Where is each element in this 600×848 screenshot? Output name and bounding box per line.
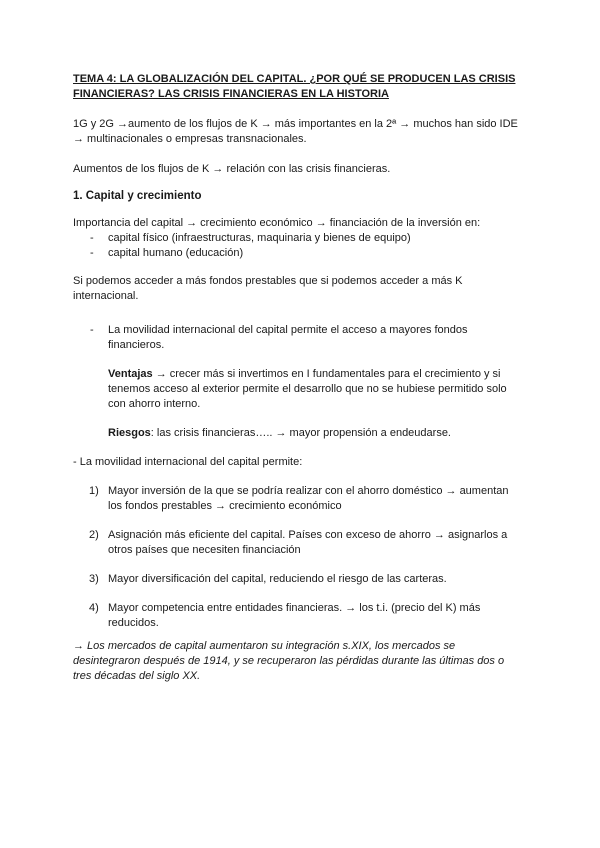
title-line-1: TEMA 4: LA GLOBALIZACIÓN DEL CAPITAL. ¿POR QUÉ SE PRODUCEN LAS CRISIS	[73, 73, 516, 85]
ventajas-label: Ventajas	[108, 368, 153, 380]
importance-paragraph: Importancia del capital → crecimiento económico → financiación de la inversión en:	[73, 217, 481, 229]
mobility-item: - La movilidad internacional del capital permite el acceso a mayores fondos financieros.	[90, 324, 468, 351]
mobility-item-text: La movilidad internacional del capital permite el acceso a mayores fondos financieros.	[108, 324, 468, 351]
list-item: 2) Asignación más eficiente del capital. Países con exceso de ahorro → asignarlos a otros países que necesiten financiación	[89, 529, 508, 556]
list-item: 4) Mayor competencia entre entidades financieras. → los t.i. (precio del K) más reducidos.	[89, 602, 481, 629]
list-item: - capital humano (educación)	[90, 247, 244, 259]
riesgos-label: Riesgos	[108, 427, 151, 439]
intro-paragraph-2: Aumentos de los flujos de K → relación con las crisis financieras.	[73, 163, 391, 175]
mobility-allows-paragraph: - La movilidad internacional del capital permite:	[73, 456, 303, 468]
intro-paragraph-1: 1G y 2G →aumento de los flujos de K → más importantes en la 2ª → muchos han sido IDE → multinacionales o empresas transnacionales.	[73, 118, 518, 145]
capital-bullet-list	[73, 231, 523, 261]
title-line-2: FINANCIERAS? LAS CRISIS FINANCIERAS EN LA HISTORIA	[73, 88, 389, 100]
riesgos-text: : las crisis financieras….. → mayor propensión a endeudarse.	[150, 427, 451, 439]
ventajas-paragraph	[73, 367, 523, 412]
document-page	[73, 72, 523, 684]
section-heading: 1. Capital y crecimiento	[73, 190, 202, 202]
benefits-numbered-list	[73, 484, 523, 631]
document-title	[73, 72, 523, 102]
list-item: - capital físico (infraestructuras, maquinaria y bienes de equipo)	[90, 232, 411, 244]
list-item: 1) Mayor inversión de la que se podría realizar con el ahorro doméstico → aumentan los fondos prestables → crecimiento económico	[89, 485, 509, 512]
list-item: 3) Mayor diversificación del capital, reduciendo el riesgo de las carteras.	[89, 573, 447, 585]
funds-paragraph: Si podemos acceder a más fondos prestables que si podemos acceder a más K internacional.	[73, 275, 463, 302]
ventajas-text: → crecer más si invertimos en I fundamentales para el crecimiento y si tenemos acceso al exterior permite el desarrollo que no se hubiese permitido solo con ahorro interno.	[108, 368, 507, 410]
closing-paragraph: → Los mercados de capital aumentaron su integración s.XIX, los mercados se desintegraron después de 1914, y se recuperaron las pérdidas durante las últimas dos o tres décadas del siglo XX.	[73, 640, 505, 682]
riesgos-paragraph	[73, 426, 523, 441]
